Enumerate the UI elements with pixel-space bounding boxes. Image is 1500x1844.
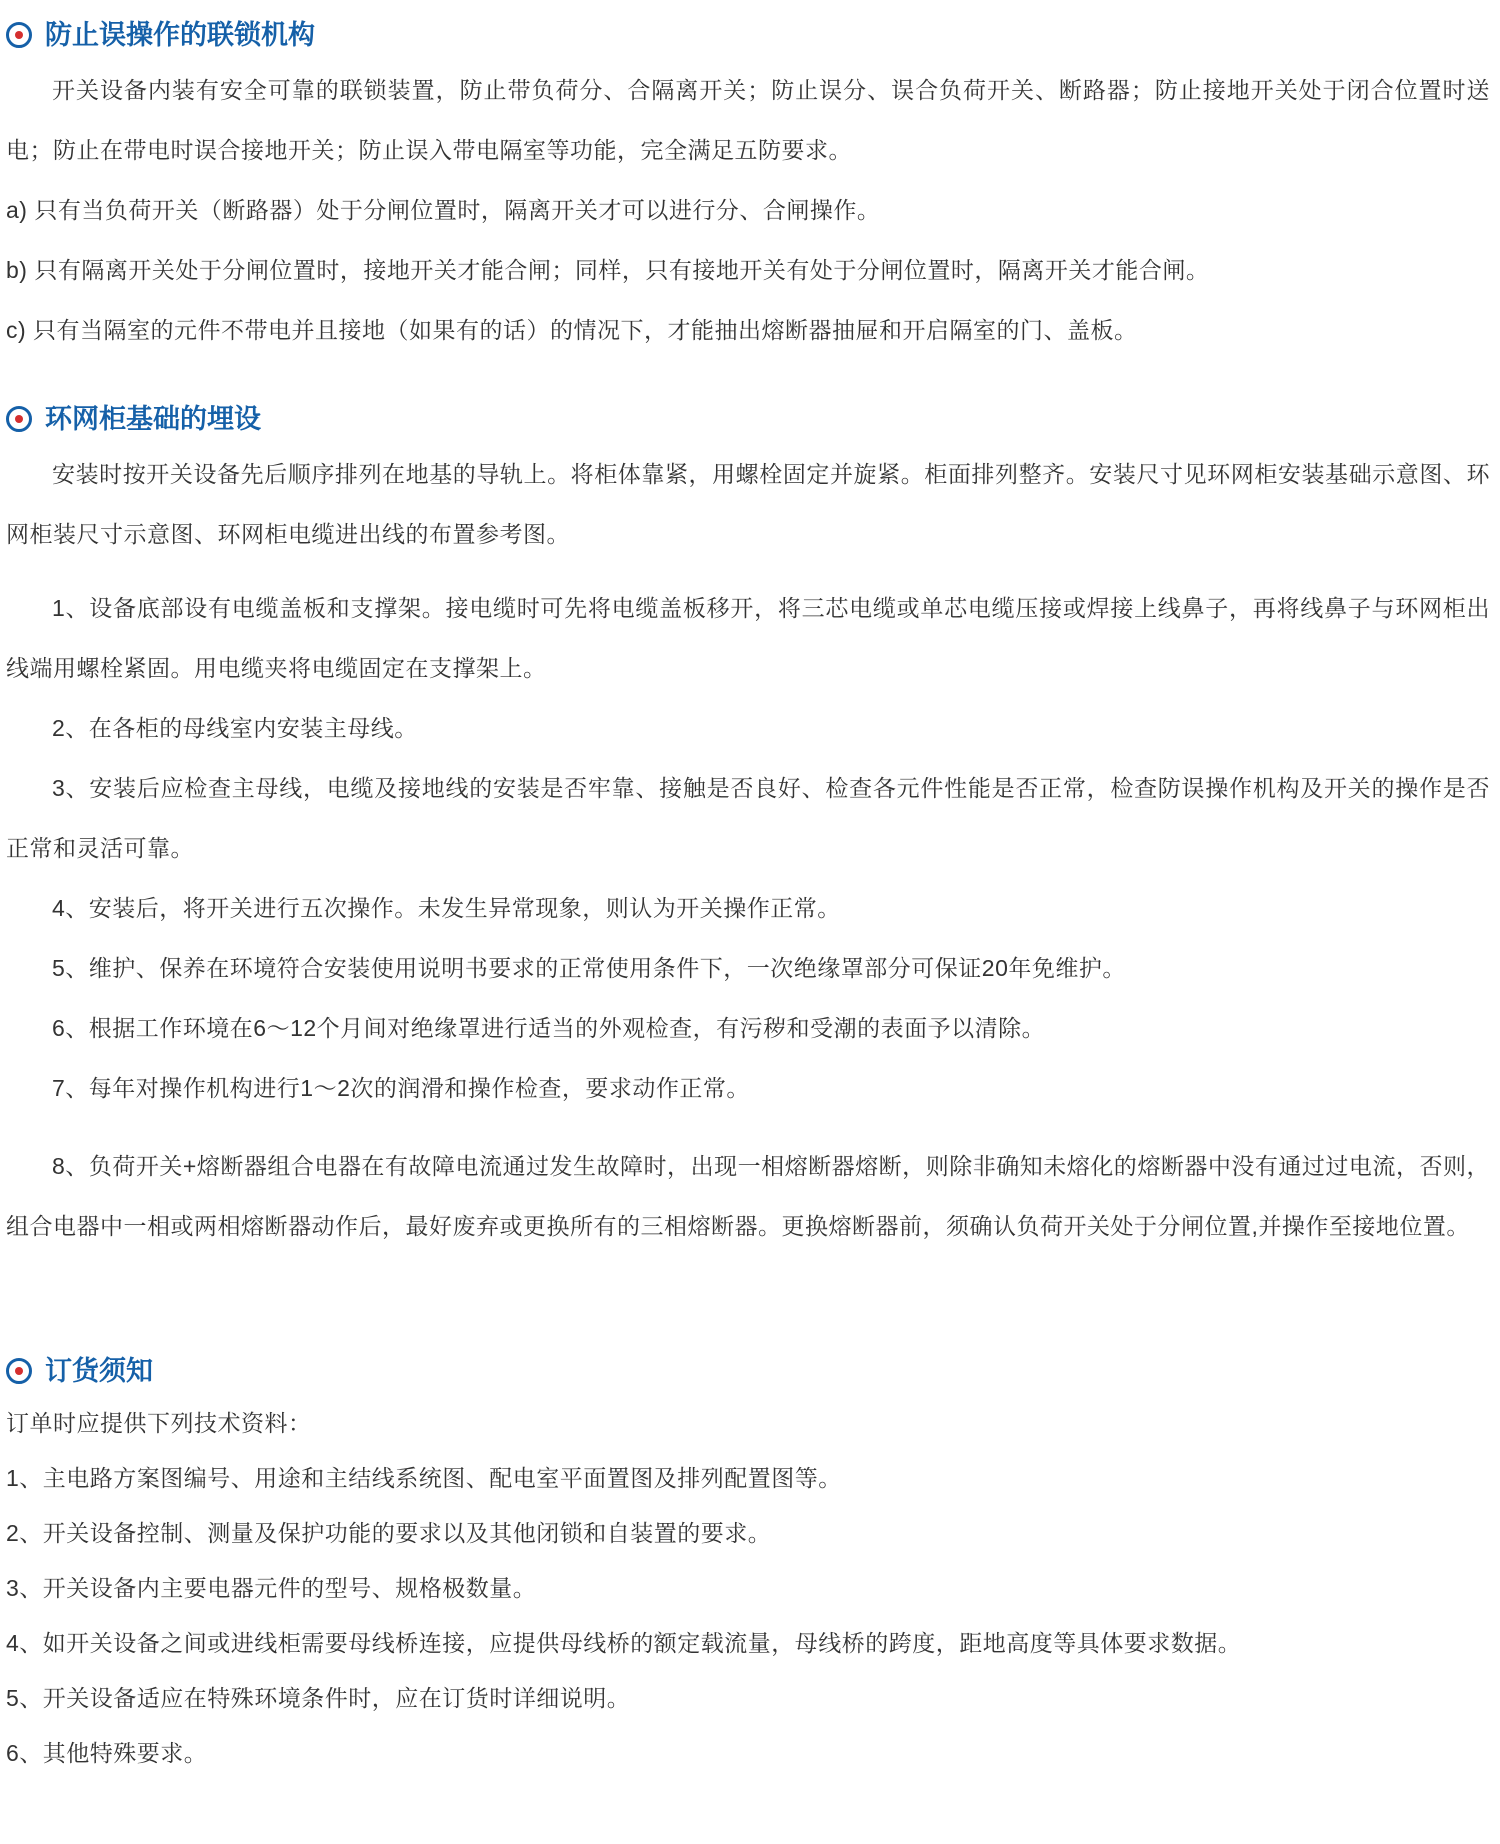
list-item-8: 8、负荷开关+熔断器组合电器在有故障电流通过发生故障时，出现一相熔断器熔断，则除非确知未熔化的熔断器中没有通过过电流，否则，组合电器中一相或两相熔断器动作后，最好废弃或更换所有的三相熔断器。更换熔断器前，须确认负荷开关处于分闸位置,并操作至接地位置。 <box>6 1153 1490 1239</box>
section-heading <box>6 10 1490 60</box>
list-item-1: 1、主电路方案图编号、用途和主结线系统图、配电室平面置图及排列配置图等。 <box>6 1465 842 1491</box>
bullet-target-icon <box>6 406 32 432</box>
section-title: 环网柜基础的埋设 <box>45 404 261 434</box>
bullet-target-icon <box>6 22 32 48</box>
section-intro-paragraph: 安装时按开关设备先后顺序排列在地基的导轨上。将柜体靠紧，用螺栓固定并旋紧。柜面排列整齐。安装尺寸见环网柜安装基础示意图、环网柜装尺寸示意图、环网柜电缆进出线的布置参考图。 <box>6 461 1490 547</box>
bullet-dot <box>15 415 23 423</box>
bullet-dot <box>15 31 23 39</box>
list-item-6: 6、其他特殊要求。 <box>6 1740 208 1766</box>
list-item-5: 5、维护、保养在环境符合安装使用说明书要求的正常使用条件下，一次绝缘罩部分可保证20年免维护。 <box>52 955 1126 981</box>
section-intro-paragraph: 订单时应提供下列技术资料： <box>6 1410 312 1436</box>
section-intro-paragraph: 开关设备内装有安全可靠的联锁装置，防止带负荷分、合隔离开关；防止误分、误合负荷开关、断路器；防止接地开关处于闭合位置时送电；防止在带电时误合接地开关；防止误入带电隔室等功能，完全满足五防要求。 <box>6 77 1490 163</box>
section-title: 防止误操作的联锁机构 <box>45 20 315 50</box>
list-item-3: 3、安装后应检查主母线，电缆及接地线的安装是否牢靠、接触是否良好、检查各元件性能是否正常，检查防误操作机构及开关的操作是否正常和灵活可靠。 <box>6 775 1490 861</box>
section-ordering <box>6 1346 1490 1781</box>
section-title: 订货须知 <box>45 1356 153 1386</box>
list-item-3: 3、开关设备内主要电器元件的型号、规格极数量。 <box>6 1575 537 1601</box>
list-item-2: 2、开关设备控制、测量及保护功能的要求以及其他闭锁和自装置的要求。 <box>6 1520 772 1546</box>
section-heading <box>6 1346 1490 1396</box>
list-item-a: a) 只有当负荷开关（断路器）处于分闸位置时，隔离开关才可以进行分、合闸操作。 <box>6 197 881 223</box>
list-item-4: 4、如开关设备之间或进线柜需要母线桥连接，应提供母线桥的额定载流量，母线桥的跨度，距地高度等具体要求数据。 <box>6 1630 1242 1656</box>
list-item-b: b) 只有隔离开关处于分闸位置时，接地开关才能合闸；同样，只有接地开关有处于分闸位置时，隔离开关才能合闸。 <box>6 257 1210 283</box>
list-item-5: 5、开关设备适应在特殊环境条件时，应在订货时详细说明。 <box>6 1685 631 1711</box>
list-item-1: 1、设备底部设有电缆盖板和支撑架。接电缆时可先将电缆盖板移开，将三芯电缆或单芯电缆压接或焊接上线鼻子，再将线鼻子与环网柜出线端用螺栓紧固。用电缆夹将电缆固定在支撑架上。 <box>6 595 1490 681</box>
section-interlock <box>6 10 1490 360</box>
list-item-c: c) 只有当隔室的元件不带电并且接地（如果有的话）的情况下，才能抽出熔断器抽屉和开启隔室的门、盖板。 <box>6 317 1138 343</box>
list-item-2: 2、在各柜的母线室内安装主母线。 <box>52 715 418 741</box>
bullet-target-icon <box>6 1358 32 1384</box>
list-item-7: 7、每年对操作机构进行1～2次的润滑和操作检查，要求动作正常。 <box>52 1075 750 1101</box>
section-foundation <box>6 394 1490 1256</box>
list-item-4: 4、安装后，将开关进行五次操作。未发生异常现象，则认为开关操作正常。 <box>52 895 841 921</box>
bullet-dot <box>15 1367 23 1375</box>
list-item-6: 6、根据工作环境在6～12个月间对绝缘罩进行适当的外观检查，有污秽和受潮的表面予以清除。 <box>52 1015 1046 1041</box>
section-heading <box>6 394 1490 444</box>
